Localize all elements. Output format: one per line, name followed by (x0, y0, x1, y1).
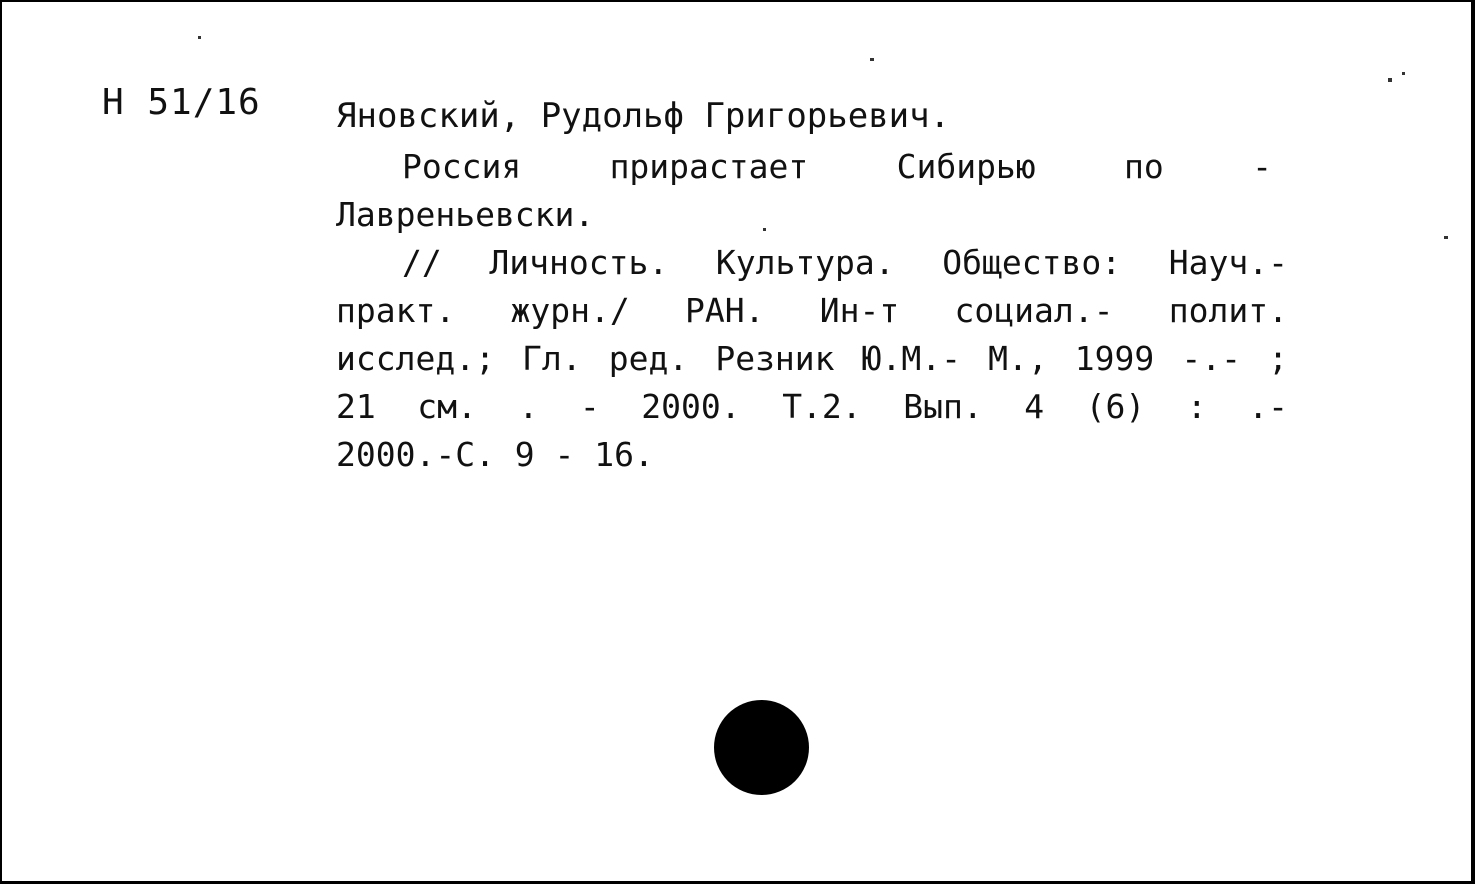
text-word: : (1186, 387, 1207, 426)
text-word: // (402, 243, 442, 282)
scan-speck (1444, 236, 1448, 239)
scan-speck (763, 228, 766, 231)
text-word: прирастает (609, 147, 809, 186)
text-word: 4 (1024, 387, 1045, 426)
text-word: Гл. (522, 339, 582, 378)
text-word: Россия (402, 147, 522, 186)
author-heading: Яновский, Рудольф Григорьевич. (336, 96, 951, 136)
scan-speck (1388, 78, 1392, 82)
scan-speck (198, 36, 201, 39)
source-line-1 (402, 239, 1288, 287)
text-word: Вып. (903, 387, 983, 426)
text-word: журн./ (510, 291, 630, 330)
title-block (336, 143, 1288, 191)
scan-speck (870, 58, 874, 61)
text-word: Ю.М.- (861, 339, 961, 378)
text-word: М., (988, 339, 1048, 378)
text-word: исслед.; (336, 339, 495, 378)
text-word: РАН. (685, 291, 765, 330)
card-border-left (0, 0, 2, 884)
text-word: Культура. (715, 243, 895, 282)
bibliographic-description (336, 143, 1288, 479)
text-word: социал.- (954, 291, 1114, 330)
card-border-right (1471, 0, 1475, 884)
source-line-3 (336, 335, 1288, 383)
card-punch-hole (714, 700, 809, 795)
call-number: Н 51/16 (102, 82, 261, 123)
text-word: 2000. (641, 387, 741, 426)
title-line-1 (402, 143, 1272, 191)
text-word: - (1252, 147, 1272, 186)
text-word: по (1124, 147, 1164, 186)
text-word: 21 (336, 387, 376, 426)
text-word: Личность. (489, 243, 669, 282)
source-line-2 (336, 287, 1288, 335)
text-word: (6) (1085, 387, 1146, 426)
text-word: Т.2. (782, 387, 862, 426)
text-word: - (579, 387, 600, 426)
text-word: ; (1268, 339, 1288, 378)
text-word: 1999 (1074, 339, 1155, 378)
source-block (336, 239, 1288, 287)
text-word: .- (1248, 387, 1288, 426)
text-word: см. (417, 387, 477, 426)
source-line-5: 2000.-С. 9 - 16. (336, 435, 654, 474)
scan-speck (1402, 72, 1405, 75)
text-word: полит. (1168, 291, 1288, 330)
title-line-2: Лавреньевски. (336, 195, 595, 234)
text-word: практ. (336, 291, 456, 330)
card-border-top (0, 0, 1475, 2)
text-word: Ин-т (819, 291, 900, 330)
source-line-4 (336, 383, 1288, 431)
text-word: Науч.- (1168, 243, 1288, 282)
text-word: -.- (1181, 339, 1241, 378)
text-word: Резник (715, 339, 835, 378)
text-word: . (518, 387, 539, 426)
text-word: ред. (608, 339, 689, 378)
text-word: Сибирью (896, 147, 1036, 186)
text-word: Общество: (942, 243, 1122, 282)
